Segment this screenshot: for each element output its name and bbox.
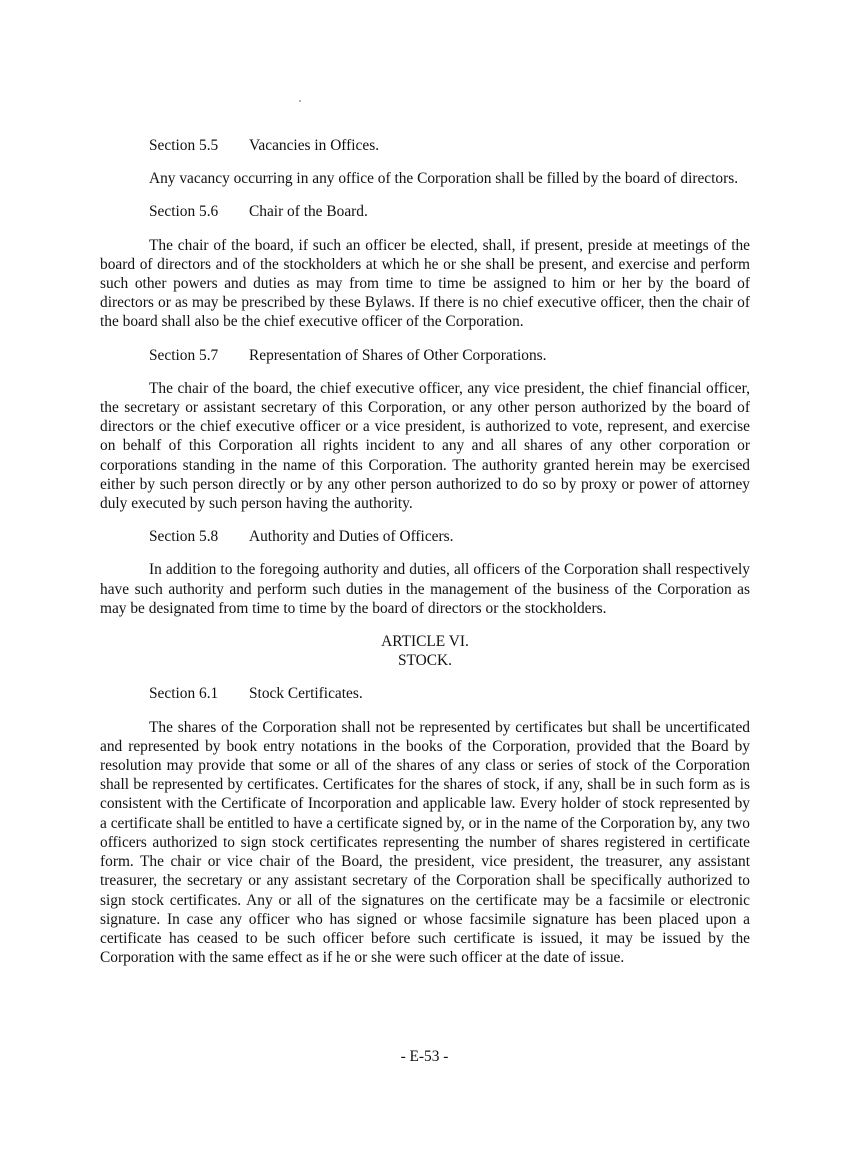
section-title: Representation of Shares of Other Corporations. <box>249 346 547 364</box>
document-body <box>100 136 750 981</box>
section-5-5-heading <box>100 136 750 155</box>
section-title: Vacancies in Offices. <box>249 137 380 154</box>
section-5-7-heading <box>100 346 750 365</box>
stray-mark <box>299 100 301 102</box>
article-title: STOCK. <box>397 652 453 670</box>
section-number: Section 6.1 <box>149 685 219 703</box>
section-number: Section 5.5 <box>149 137 219 154</box>
section-5-8-heading <box>100 527 750 546</box>
section-title: Authority and Duties of Officers. <box>249 528 454 546</box>
section-6-1-body: The shares of the Corporation shall not be represented by certificates but shall be uncertificated and represented by book entry notations in the books of the Corporation, provided that the Board by resolution may provide that some or all of the shares of any class or series of stock of the Corporation shall be represented by certificates. Certificates for the shares of stock, if any, shall be in such form as is consistent with the Certificate of Incorporation and applicable law. Every holder of stock represented by a certificate shall be entitled to have a certificate signed by, or in the name of the Corporation by, any two officers authorized to sign stock certificates representing the number of shares registered in certificate form. The chair or vice chair of the Board, the president, vice president, the treasurer, any assistant treasurer, the secretary or any assistant secretary of the Corporation shall be specifically authorized to sign stock certificates. Any or all of the signatures on the certificate may be a facsimile or electronic signature. In case any officer who has signed or whose facsimile signature has been placed upon a certificate has ceased to be such officer before such certificate is issued, it may be issued by the Corporation with the same effect as if he or she were such officer at the date of issue. <box>100 718 750 967</box>
article-number: ARTICLE VI. <box>381 633 469 651</box>
section-number: Section 5.6 <box>149 203 219 221</box>
section-5-8-body: In addition to the foregoing authority and duties, all officers of the Corporation shall respectively have such authority and perform such duties in the management of the business of the Corporation as may be designated from time to time by the board of directors or the stockholders. <box>100 561 750 617</box>
section-title: Chair of the Board. <box>249 203 368 221</box>
section-5-7-body: The chair of the board, the chief executive officer, any vice president, the chief financial officer, the secretary or assistant secretary of this Corporation, or any other person authorized by the board of directors or the chief executive officer or a vice president, is authorized to vote, represent, and exercise on behalf of this Corporation all rights incident to any and all shares of any other corporation or corporations standing in the name of this Corporation. The authority granted herein may be exercised either by such person directly or by any other person authorized to do so by proxy or power of attorney duly executed by such person having the authority. <box>100 379 750 513</box>
section-5-5-body: Any vacancy occurring in any office of the Corporation shall be filled by the board of directors. <box>149 170 739 188</box>
section-title: Stock Certificates. <box>249 685 363 703</box>
section-5-6-heading <box>100 202 750 221</box>
section-number: Section 5.8 <box>149 528 219 546</box>
article-heading <box>100 632 750 670</box>
page-number: - E-53 - <box>400 1048 449 1065</box>
section-6-1-heading <box>100 684 750 703</box>
section-5-6-body: The chair of the board, if such an officer be elected, shall, if present, preside at meetings of the board of directors and of the stockholders at which he or she shall be present, and exercise and perform such other powers and duties as may from time to time be assigned to him or her by the board of directors or as may be prescribed by these Bylaws. If there is no chief executive officer, then the chair of the board shall also be the chief executive officer of the Corporation. <box>100 236 750 331</box>
section-number: Section 5.7 <box>149 346 219 364</box>
